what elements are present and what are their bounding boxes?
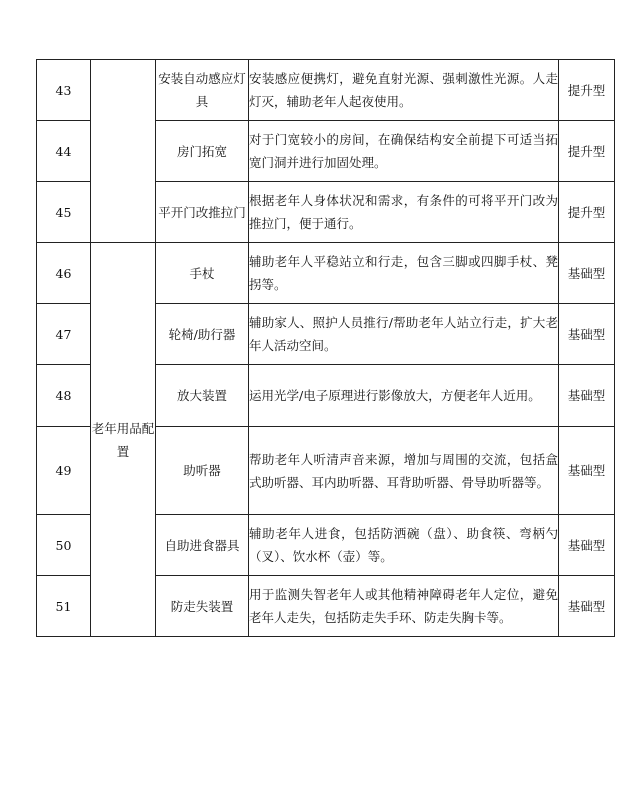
item-type: 基础型 xyxy=(559,576,615,637)
item-type: 基础型 xyxy=(559,243,615,304)
item-description: 根据老年人身体状况和需求，有条件的可将平开门改为推拉门，便于通行。 xyxy=(249,182,559,243)
item-description: 用于监测失智老年人或其他精神障碍老年人定位，避免老年人走失，包括防走失手环、防走失胸卡等。 xyxy=(249,576,559,637)
item-description: 辅助老年人进食，包括防洒碗（盘）、助食筷、弯柄勺（叉）、饮水杯（壶）等。 xyxy=(249,515,559,576)
category-cell-empty xyxy=(91,60,156,243)
item-description: 对于门宽较小的房间，在确保结构安全前提下可适当拓宽门洞并进行加固处理。 xyxy=(249,121,559,182)
item-description: 辅助老年人平稳站立和行走，包含三脚或四脚手杖、凳拐等。 xyxy=(249,243,559,304)
item-type: 提升型 xyxy=(559,121,615,182)
item-description: 帮助老年人听清声音来源，增加与周围的交流，包括盒式助听器、耳内助听器、耳背助听器、骨导助听器等。 xyxy=(249,427,559,515)
item-name: 自助进食器具 xyxy=(156,515,249,576)
row-number: 51 xyxy=(37,576,91,637)
item-type: 基础型 xyxy=(559,365,615,427)
item-type: 基础型 xyxy=(559,427,615,515)
row-number: 45 xyxy=(37,182,91,243)
row-number: 48 xyxy=(37,365,91,427)
item-description: 辅助家人、照护人员推行/帮助老年人站立行走，扩大老年人活动空间。 xyxy=(249,304,559,365)
item-name: 防走失装置 xyxy=(156,576,249,637)
category-cell: 老年用品配置 xyxy=(91,243,156,637)
row-number: 50 xyxy=(37,515,91,576)
row-number: 47 xyxy=(37,304,91,365)
row-number: 43 xyxy=(37,60,91,121)
table-row xyxy=(37,243,615,304)
item-description: 安装感应便携灯，避免直射光源、强刺激性光源。人走灯灭，辅助老年人起夜使用。 xyxy=(249,60,559,121)
item-name: 安装自动感应灯具 xyxy=(156,60,249,121)
row-number: 46 xyxy=(37,243,91,304)
item-name: 房门拓宽 xyxy=(156,121,249,182)
item-description: 运用光学/电子原理进行影像放大，方便老年人近用。 xyxy=(249,365,559,427)
item-type: 基础型 xyxy=(559,515,615,576)
table-row xyxy=(37,60,615,121)
item-type: 基础型 xyxy=(559,304,615,365)
row-number: 49 xyxy=(37,427,91,515)
item-type: 提升型 xyxy=(559,182,615,243)
item-name: 轮椅/助行器 xyxy=(156,304,249,365)
configuration-table xyxy=(36,59,615,637)
item-type: 提升型 xyxy=(559,60,615,121)
row-number: 44 xyxy=(37,121,91,182)
item-name: 平开门改推拉门 xyxy=(156,182,249,243)
item-name: 助听器 xyxy=(156,427,249,515)
item-name: 放大装置 xyxy=(156,365,249,427)
item-name: 手杖 xyxy=(156,243,249,304)
